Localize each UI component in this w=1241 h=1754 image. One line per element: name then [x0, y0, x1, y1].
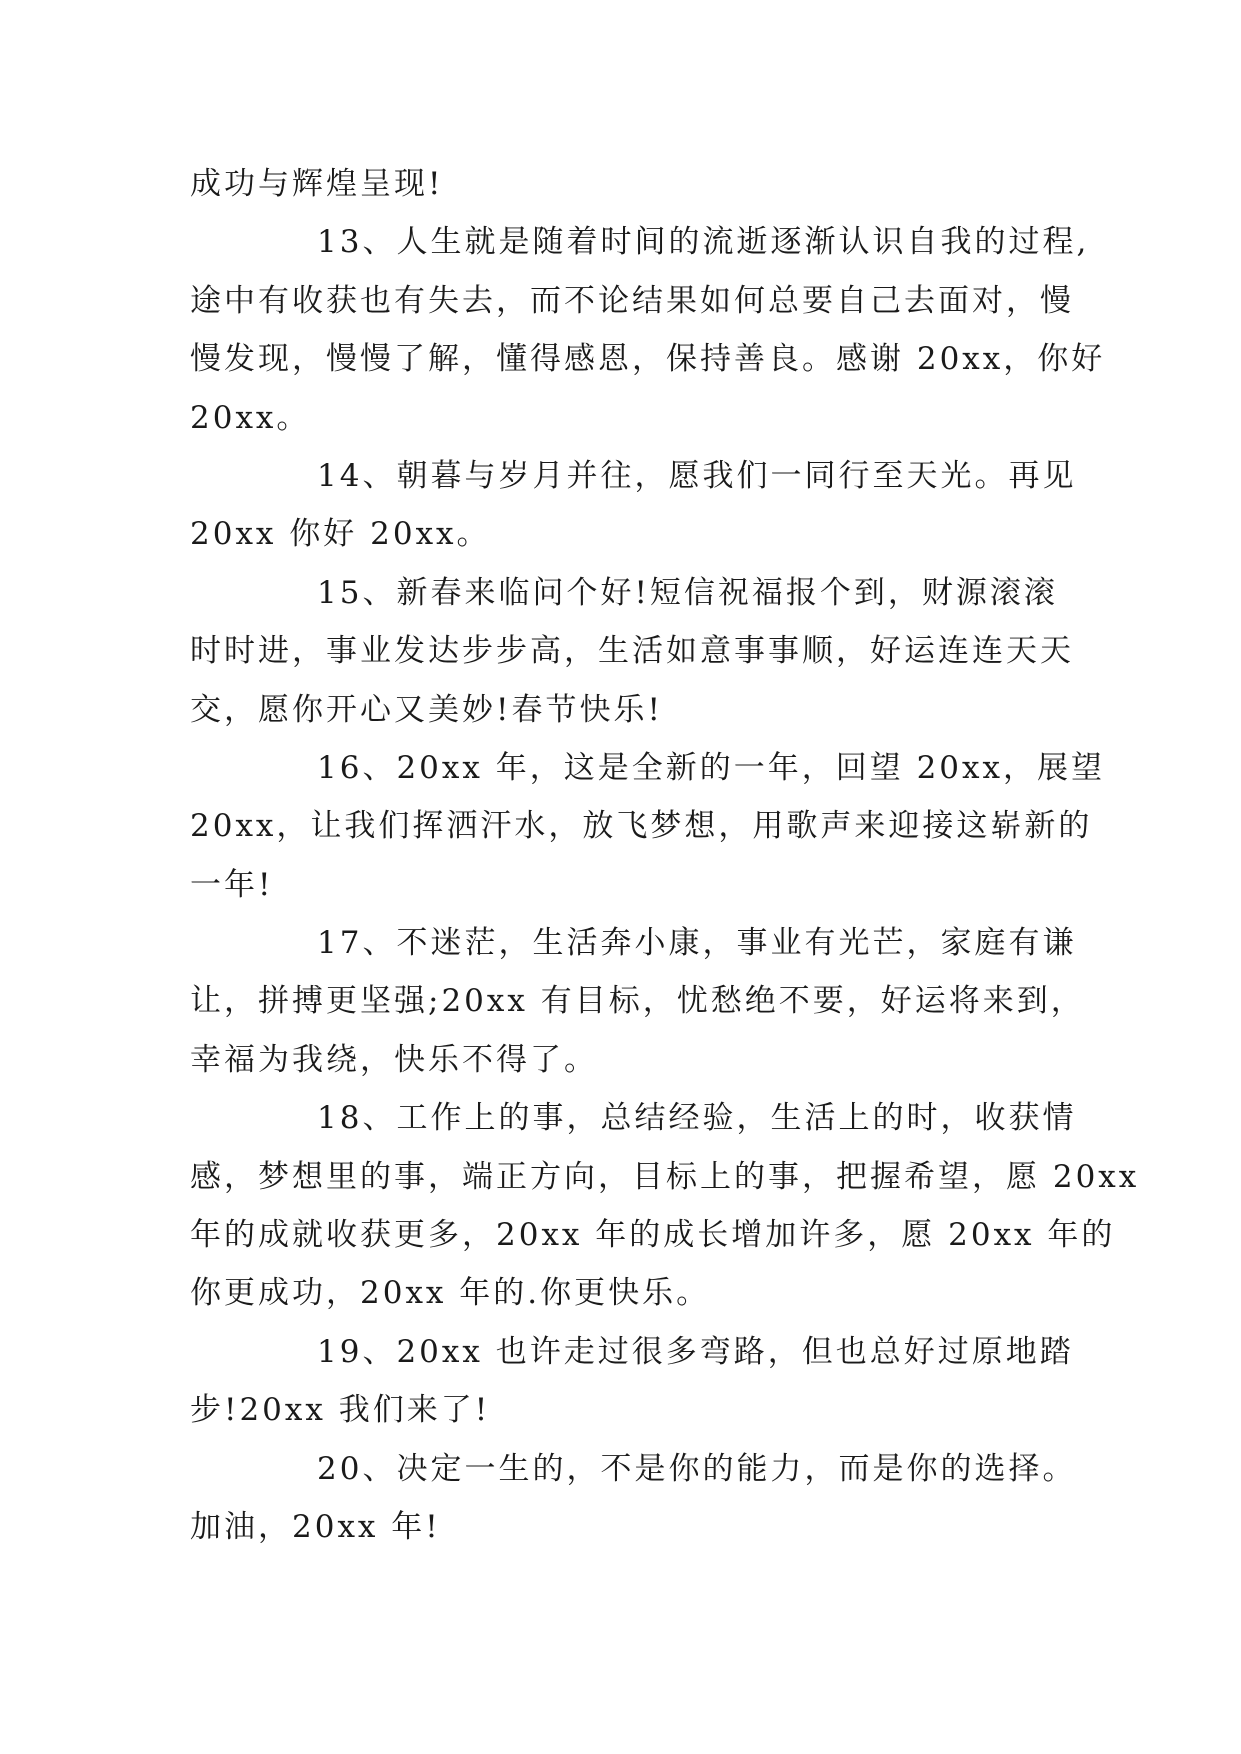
text-line: 17、不迷茫，生活奔小康，事业有光芒，家庭有谦 — [317, 925, 1077, 962]
text-line: 你更成功，20xx 年的.你更快乐。 — [190, 1275, 711, 1312]
text-line: 19、20xx 也许走过很多弯路，但也总好过原地踏 — [317, 1333, 1074, 1370]
paragraph-13 — [190, 213, 1106, 447]
text-line: 20xx。 — [190, 399, 311, 436]
text-line: 感，梦想里的事，端正方向，目标上的事，把握希望，愿 20xx — [190, 1158, 1140, 1195]
text-line: 幸福为我绕，快乐不得了。 — [190, 1041, 598, 1078]
text-line: 13、人生就是随着时间的流逝逐渐认识自我的过程, — [317, 224, 1090, 261]
text-line: 成功与辉煌呈现! — [190, 166, 444, 202]
text-line: 14、朝暮与岁月并往，愿我们一同行至天光。再见 — [317, 457, 1077, 494]
text-line: 时时进，事业发达步步高，生活如意事事顺，好运连连天天 — [190, 633, 1074, 670]
paragraph-17 — [190, 914, 1085, 1089]
text-line: 慢发现，慢慢了解，懂得感恩，保持善良。感谢 20xx，你好 — [190, 341, 1106, 378]
text-line: 15、新春来临问个好!短信祝福报个到，财源滚滚 — [317, 574, 1058, 611]
paragraph-18 — [190, 1089, 1140, 1323]
text-line: 20xx 你好 20xx。 — [190, 516, 491, 553]
text-line: 交，愿你开心又美妙!春节快乐! — [190, 691, 663, 728]
text-line: 20、决定一生的，不是你的能力，而是你的选择。 — [317, 1450, 1077, 1487]
document-body — [190, 155, 1140, 1556]
paragraph-12-end — [190, 155, 1070, 213]
text-line: 加油，20xx 年! — [190, 1508, 441, 1545]
text-line: 18、工作上的事，总结经验，生活上的时，收获情 — [317, 1100, 1077, 1137]
text-line: 20xx，让我们挥洒汗水，放飞梦想，用歌声来迎接这崭新的 — [190, 808, 1093, 845]
text-line: 一年! — [190, 866, 274, 903]
paragraph-20 — [190, 1440, 1077, 1557]
paragraph-16 — [190, 739, 1105, 914]
text-line: 步!20xx 我们来了! — [190, 1392, 491, 1429]
text-line: 途中有收获也有失去，而不论结果如何总要自己去面对，慢 — [190, 282, 1074, 319]
text-line: 年的成就收获更多，20xx 年的成长增加许多，愿 20xx 年的 — [190, 1217, 1116, 1254]
paragraph-19 — [190, 1323, 1074, 1440]
text-line: 16、20xx 年，这是全新的一年，回望 20xx，展望 — [317, 749, 1105, 786]
paragraph-14 — [190, 447, 1077, 564]
paragraph-15 — [190, 564, 1074, 739]
text-line: 让，拼搏更坚强;20xx 有目标，忧愁绝不要，好运将来到， — [190, 983, 1085, 1020]
